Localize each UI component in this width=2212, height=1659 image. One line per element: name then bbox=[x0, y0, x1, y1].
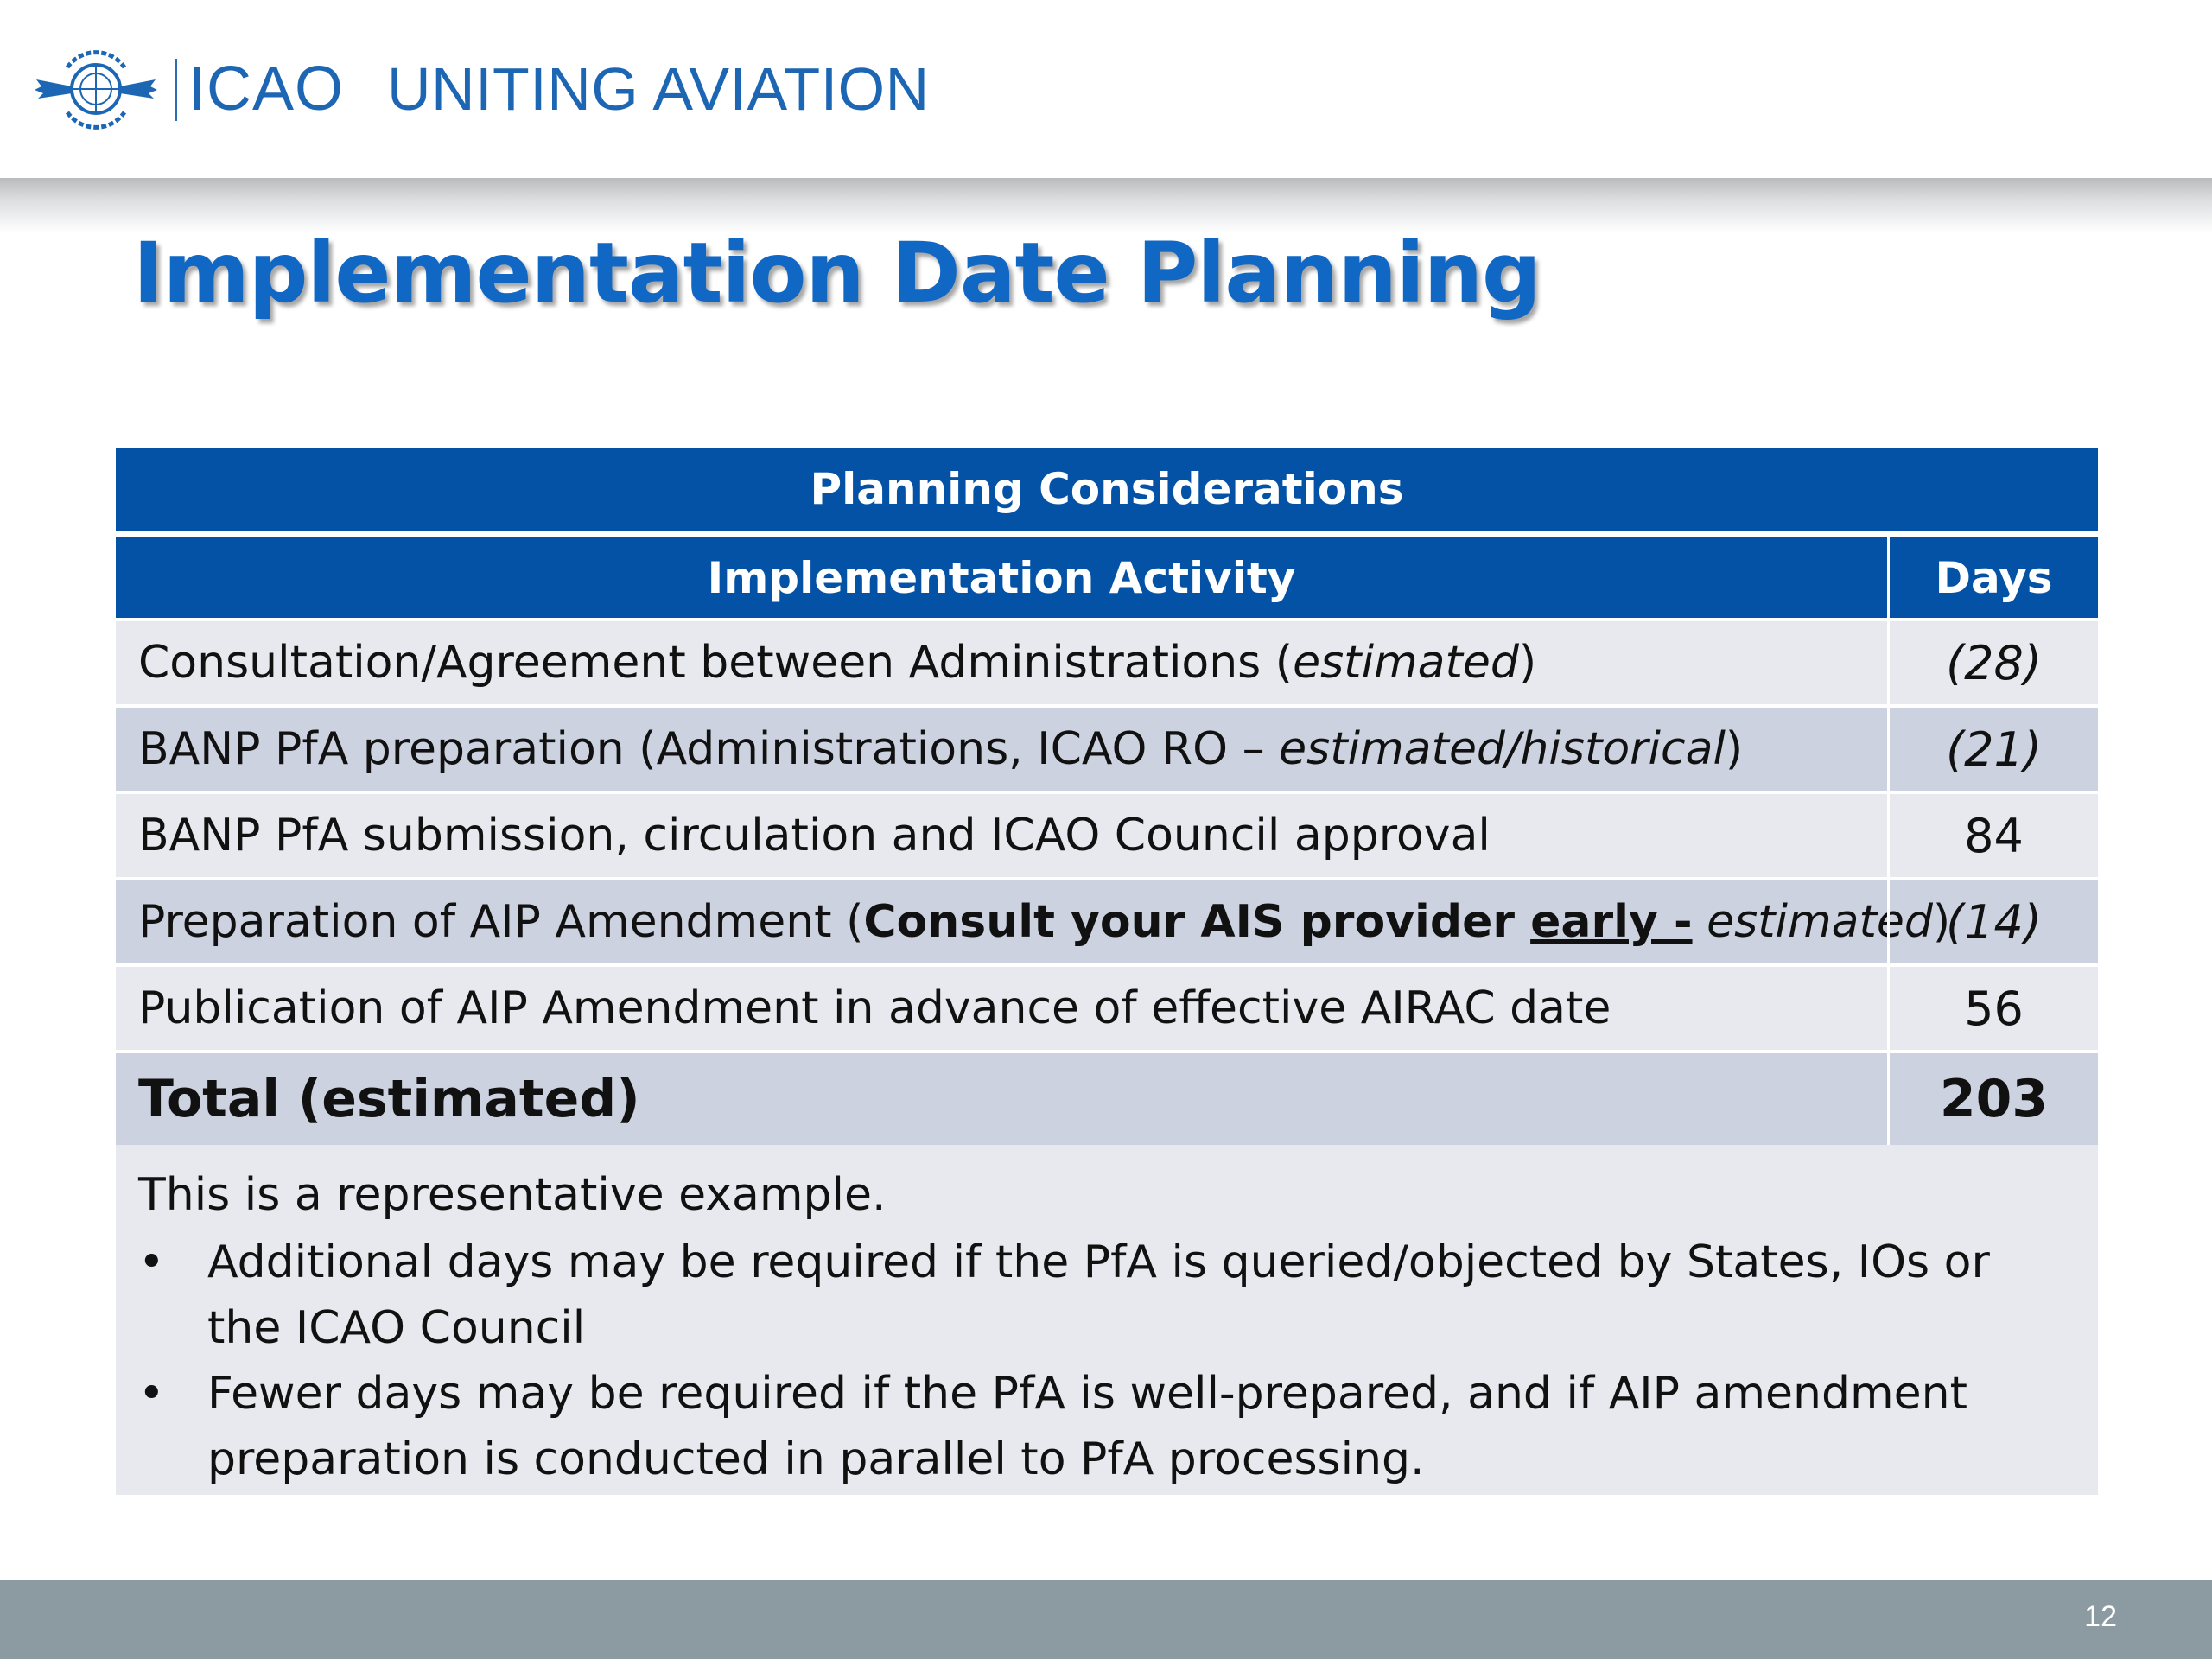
activity-cell bbox=[116, 967, 1887, 1050]
table-caption: Planning Considerations bbox=[116, 448, 2098, 537]
icao-emblem-icon bbox=[33, 36, 159, 142]
slide-header bbox=[0, 0, 2212, 178]
column-header-activity: Implementation Activity bbox=[707, 552, 1296, 603]
table-total-row bbox=[116, 1053, 2098, 1145]
slide-title: Implementation Date Planning bbox=[133, 225, 1541, 321]
total-label: Total (estimated) bbox=[138, 1069, 640, 1129]
column-header-days: Days bbox=[1887, 537, 2098, 618]
table-notes bbox=[116, 1145, 2098, 1495]
notes-bullet-item bbox=[138, 1230, 2075, 1361]
table-row bbox=[116, 880, 2098, 967]
days-cell: 84 bbox=[1887, 794, 2098, 877]
page-number: 12 bbox=[2084, 1600, 2117, 1633]
activity-text: Consult your AIS provider bbox=[863, 896, 1531, 948]
activity-text: ) bbox=[1725, 723, 1744, 775]
table-row bbox=[116, 621, 2098, 708]
activity-cell bbox=[116, 621, 1887, 704]
planning-table bbox=[116, 448, 2098, 1495]
notes-list bbox=[138, 1230, 2075, 1492]
notes-bullet-item bbox=[138, 1361, 2075, 1492]
bullet-icon: • bbox=[138, 1236, 165, 1288]
notes-intro: This is a representative example. bbox=[138, 1169, 887, 1221]
activity-text bbox=[1693, 896, 1707, 948]
notes-bullet-text: Additional days may be required if the PfA is queried/objected by States, IOs or the ICAO Council bbox=[207, 1236, 1990, 1354]
activity-text: Preparation of AIP Amendment ( bbox=[138, 896, 864, 948]
activity-cell bbox=[116, 794, 1887, 877]
days-cell: (21) bbox=[1887, 708, 2098, 791]
activity-text: BANP PfA preparation (Administrations, ICAO RO – bbox=[138, 723, 1280, 775]
brand-tagline: UNITING AVIATION bbox=[387, 55, 930, 123]
brand-name: ICAO bbox=[188, 54, 345, 124]
activity-text: ) bbox=[1932, 896, 1951, 948]
activity-text: Consultation/Agreement between Administrations ( bbox=[138, 637, 1294, 689]
table-body bbox=[116, 621, 2098, 1053]
table-row bbox=[116, 967, 2098, 1053]
activity-text: Publication of AIP Amendment in advance of effective AIRAC date bbox=[138, 982, 1611, 1034]
activity-text: estimated/historical bbox=[1279, 723, 1726, 775]
days-cell: (28) bbox=[1887, 621, 2098, 704]
table-row bbox=[116, 794, 2098, 880]
slide-footer bbox=[0, 1580, 2212, 1659]
total-days: 203 bbox=[1887, 1053, 2098, 1145]
activity-text: ) bbox=[1518, 637, 1537, 689]
table-header-row bbox=[116, 537, 2098, 621]
days-cell: 56 bbox=[1887, 967, 2098, 1050]
activity-cell bbox=[116, 708, 1887, 791]
activity-text: early - bbox=[1530, 896, 1693, 948]
notes-bullet-text: Fewer days may be required if the PfA is well-prepared, and if AIP amendment preparation is conducted in parallel to PfA processing. bbox=[207, 1368, 1967, 1485]
activity-cell bbox=[116, 880, 1951, 963]
activity-text: estimated bbox=[1293, 637, 1519, 689]
days-cell: (14) bbox=[1887, 880, 2098, 963]
table-row bbox=[116, 708, 2098, 794]
bullet-icon: • bbox=[138, 1368, 165, 1420]
activity-text: BANP PfA submission, circulation and ICAO Council approval bbox=[138, 810, 1491, 861]
brand-divider bbox=[175, 59, 177, 121]
activity-text: estimated bbox=[1707, 896, 1933, 948]
